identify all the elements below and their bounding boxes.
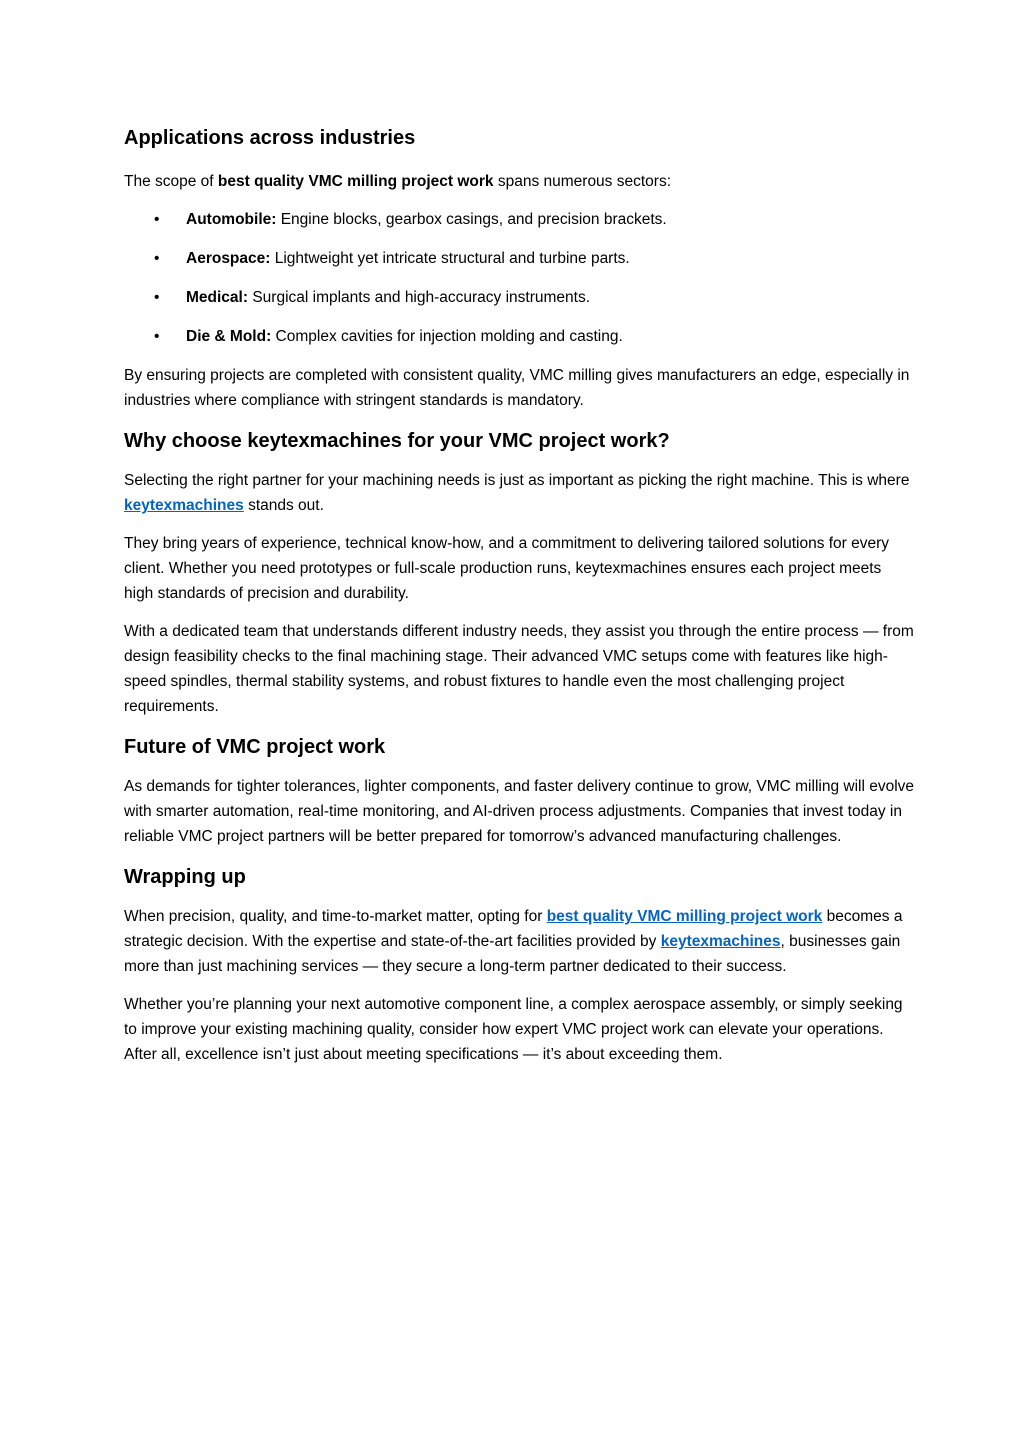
why-choose-paragraph-2: They bring years of experience, technical know-how, and a commitment to delivering tailored solutions for every client. Whether you need prototypes or full-scale production runs, keytexmachines ensures each project meets high standards of precision and durability.	[124, 535, 890, 602]
wrapping-up-paragraph-1: When precision, quality, and time-to-market matter, opting for best quality VMC milling project work becomes a strategic decision. With the expertise and state-of-the-art facilities provided by keytexmachines, businesses gain more than just machining services — they secure a long-term partner dedicated to their success.	[124, 908, 903, 975]
list-item-term: Medical:	[186, 289, 249, 306]
heading-wrapping-up: Wrapping up	[124, 866, 246, 888]
list-item	[124, 285, 914, 310]
applications-closing: By ensuring projects are completed with consistent quality, VMC milling gives manufacturers an edge, especially in industries where compliance with stringent standards is mandatory.	[124, 367, 910, 409]
applications-intro: The scope of best quality VMC milling project work spans numerous sectors:	[124, 173, 672, 190]
list-item	[124, 324, 914, 349]
list-item	[124, 246, 914, 271]
list-item-text: Lightweight yet intricate structural and turbine parts.	[270, 250, 630, 267]
best-quality-vmc-link[interactable]: best quality VMC milling project work	[546, 908, 823, 925]
why-choose-paragraph-3: With a dedicated team that understands different industry needs, they assist you through the entire process — from design feasibility checks to the final machining stage. Their advanced VMC setups come with features like high-speed spindles, thermal stability systems, and robust fixtures to handle even the most challenging project requirements.	[124, 623, 914, 715]
keytexmachines-link[interactable]: keytexmachines	[660, 933, 781, 950]
list-item	[124, 207, 914, 232]
bullet-icon: •	[154, 289, 160, 306]
wrapping-up-paragraph-2: Whether you’re planning your next automotive component line, a complex aerospace assembly, or simply seeking to improve your existing machining quality, consider how expert VMC project work can elevate your operations. After all, excellence isn’t just about meeting specifications — it’s about exceeding them.	[124, 996, 903, 1063]
industries-list	[124, 207, 914, 349]
list-item-text: Surgical implants and high-accuracy instruments.	[248, 289, 591, 306]
heading-why-choose: Why choose keytexmachines for your VMC project work?	[124, 430, 670, 452]
list-item-term: Die & Mold:	[186, 328, 272, 345]
keytexmachines-link[interactable]: keytexmachines	[124, 497, 244, 514]
list-item-term: Aerospace:	[186, 250, 271, 267]
future-paragraph: As demands for tighter tolerances, lighter components, and faster delivery continue to grow, VMC milling will evolve with smarter automation, real-time monitoring, and AI-driven process adjustments. Companies that invest today in reliable VMC project partners will be better prepared for tomorrow’s advanced manufacturing challenges.	[124, 778, 915, 845]
list-item-text: Engine blocks, gearbox casings, and precision brackets.	[276, 211, 667, 228]
bullet-icon: •	[154, 211, 160, 228]
heading-future: Future of VMC project work	[124, 736, 386, 758]
list-item-term: Automobile:	[186, 211, 277, 228]
heading-applications: Applications across industries	[124, 127, 416, 149]
document-page	[124, 124, 914, 1067]
bullet-icon: •	[154, 250, 160, 267]
why-choose-paragraph-1: Selecting the right partner for your machining needs is just as important as picking the right machine. This is where keytexmachines stands out.	[124, 472, 910, 514]
intro-bold-phrase: best quality VMC milling project work	[217, 173, 494, 190]
bullet-icon: •	[154, 328, 160, 345]
list-item-text: Complex cavities for injection molding and casting.	[271, 328, 623, 345]
